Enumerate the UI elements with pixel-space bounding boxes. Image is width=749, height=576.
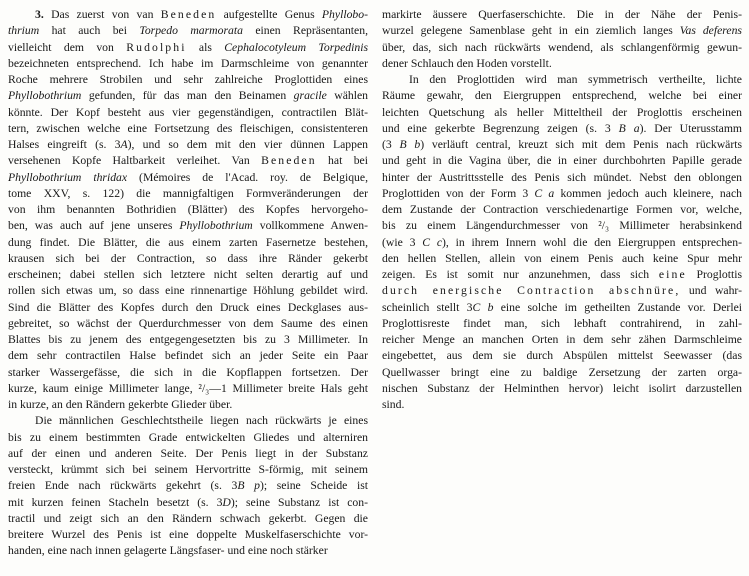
text-line xyxy=(382,72,742,88)
text-run: dem Zustande der Contraction verschiedenartige Formen vor, welche, xyxy=(382,203,742,216)
italic-text-run: D xyxy=(222,495,231,509)
text-run: den hellen Stellen, allein von einem Penis auch keine Spur mehr xyxy=(382,251,742,265)
text-line xyxy=(382,186,742,202)
text-run: ). Der Uterusstamm xyxy=(639,121,742,135)
text-line xyxy=(8,56,368,72)
text-line xyxy=(8,446,368,462)
text-run: starker Wassergefässe, die sich in die Kopflappen fortsetzen. Der xyxy=(8,365,368,379)
text-line xyxy=(8,397,368,413)
italic-text-run: Phyllobo- xyxy=(321,8,368,21)
text-run: eingebettet, aus dem sie durch Abspülen mittelst Seewasser (das xyxy=(382,349,742,363)
text-line xyxy=(382,56,742,72)
text-line xyxy=(8,105,368,121)
text-line xyxy=(382,153,742,169)
text-line xyxy=(8,137,368,153)
italic-text-run: Phyllobothrium thridax xyxy=(8,170,128,184)
text-run: nischen Substanz der Helminthen hervor) leicht isolirt darzustellen xyxy=(382,381,742,395)
text-line xyxy=(8,381,368,397)
text-line xyxy=(8,267,368,283)
text-run: in kurze, an den Rändern gekerbte Glieder über. xyxy=(8,398,233,411)
text-run: Halses eingreift (s. 3 xyxy=(8,138,121,151)
text-line xyxy=(382,7,742,23)
italic-text-run: C b xyxy=(472,300,494,314)
italic-text-run: B a xyxy=(618,121,640,135)
text-run: bezeichneten entsprechend. Ich habe im Darmschleime von genannter xyxy=(8,56,368,70)
text-run: tern, zwischen welche eine Fortsetzung des fleischigen, consistenteren xyxy=(8,121,368,135)
italic-text-run: thrium xyxy=(8,24,40,38)
text-run: Proglottiden von der Form 3 xyxy=(382,186,535,200)
text-line xyxy=(8,170,368,186)
text-run: wurzel gelegene Samenblase geht in ein ziemlich langes xyxy=(382,24,680,38)
text-line xyxy=(382,235,742,251)
text-run: tractil und zeigt sich an den Rändern schwach gekerbt. Gegen die xyxy=(8,511,368,525)
text-run: Blattes bis zu jenem des entgegengesetzten bis zu 3 Millimeter. In xyxy=(8,333,368,346)
text-line xyxy=(382,23,742,39)
text-run: von ihm benannten Bothridien (Blätter) des Kopfes hervorgeho- xyxy=(8,203,368,216)
text-run: bis zu einem Längendurchmesser von ²/₃ Millimeter herabsinkend xyxy=(382,219,742,233)
letterspaced-text-run: Beneden xyxy=(160,8,217,21)
text-run: erscheinen; dabei stellen sich letztere nicht selten derartig auf und xyxy=(8,268,368,281)
italic-text-run: gracile xyxy=(293,89,327,103)
text-run: Das zuerst von van xyxy=(51,8,161,21)
text-run: Quellwasser bringt eine zu baldige Zersetzung der zarten orga- xyxy=(382,365,742,379)
text-line xyxy=(8,495,368,511)
text-run: rollen sich etwas um, so dass eine rinnenartige Höhlung gebildet wird. xyxy=(8,284,368,298)
text-line xyxy=(8,202,368,218)
text-line xyxy=(8,186,368,202)
text-line xyxy=(8,121,368,137)
letterspaced-text-run: durch energische Contraction abschnüre, xyxy=(382,284,681,298)
text-run: bis zu einem bestimmten Grade entwickelten Gliedes und alterniren xyxy=(8,430,368,444)
text-line xyxy=(382,121,742,137)
text-line xyxy=(8,88,368,104)
italic-text-run: A xyxy=(120,138,128,151)
text-run: vollkommene Anwen- xyxy=(252,219,368,233)
text-run: über, das, sich nach rückwärts wendend, als schlangenförmig gewun- xyxy=(382,40,742,54)
text-line xyxy=(382,283,742,299)
text-run: ) verläuft central, kreuzt sich mit dem Penis nach rückwärts xyxy=(420,138,742,151)
text-column-left xyxy=(8,7,368,576)
text-line xyxy=(382,170,742,186)
text-line xyxy=(8,153,368,169)
text-run: scheinlich stellt 3 xyxy=(382,300,473,314)
text-run: ); seine Substanz ist con- xyxy=(230,495,368,509)
letterspaced-text-run: Rudolphi xyxy=(126,40,187,54)
italic-text-run: B b xyxy=(399,138,421,151)
text-line xyxy=(8,543,368,559)
text-run: Sind die Blätter des Kopfes durch den Druck eines Deckglases aus- xyxy=(8,300,368,314)
text-line xyxy=(8,235,368,251)
text-column-right xyxy=(382,7,742,576)
text-line xyxy=(382,40,742,56)
text-run: breitere Wurzel des Penis ist eine doppelte Muskelfaserschichte vor- xyxy=(8,528,368,541)
text-run: gefunden, für das man den Beinamen xyxy=(81,89,294,103)
text-line xyxy=(382,202,742,218)
text-run: einen Repräsentanten, xyxy=(242,24,368,38)
text-run: vielleicht dem von xyxy=(8,40,127,54)
text-run: dener Schlauch den Hoden vorstellt. xyxy=(382,56,552,70)
text-run: tome XXV, s. 122) die mannigfaltigen Formveränderungen der xyxy=(8,186,368,200)
text-line xyxy=(8,348,368,364)
text-line xyxy=(382,348,742,364)
text-run: und wahr- xyxy=(680,284,742,298)
italic-text-run: Vas deferens xyxy=(679,24,742,38)
text-run: In den Proglottiden wird man symmetrisch vertheilte, lichte xyxy=(409,73,742,86)
text-line xyxy=(382,365,742,381)
text-line xyxy=(8,40,368,56)
text-line xyxy=(382,316,742,332)
text-run: ), und so dem mit den vier dünnen Lappen xyxy=(127,138,368,151)
text-line xyxy=(382,381,742,397)
text-run: krausen sich bei der Contraction, so dass ihre Ränder gekerbt xyxy=(8,251,368,265)
text-run: gebreitet, so wächst der Querdurchmesser von dem Saume des einen xyxy=(8,316,368,330)
text-run: könnte. Der Kopf besteht aus vier gegenständigen, contractilen Blät- xyxy=(8,105,368,119)
text-run: ); seine Scheide ist xyxy=(259,479,368,493)
text-run: und eine gekerbte Begrenzung zeigen (s. 3 xyxy=(382,121,619,135)
text-line xyxy=(8,332,368,348)
text-line xyxy=(382,218,742,234)
text-run: hat auch bei xyxy=(39,24,140,38)
text-run: Räume gewahr, den Eiergruppen entsprechend, welche bei einer xyxy=(382,89,742,103)
text-run: Die männlichen Geschlechtstheile liegen nach rückwärts je eines xyxy=(35,414,368,428)
text-run: (3 xyxy=(382,138,400,151)
text-run: leichten Quetschung als heller Mitteltheil der Proglottis erscheinen xyxy=(382,105,742,119)
text-line xyxy=(8,7,368,23)
text-run: kommen jedoch auch kleinere, nach xyxy=(554,186,742,200)
text-run: freien Ende nach rückwärts gekehrt (s. 3 xyxy=(8,479,238,493)
text-line xyxy=(382,397,742,413)
text-line xyxy=(8,72,368,88)
text-run: Proglottisreste findet man, sich lebhaft contrahirend, in zahl- xyxy=(382,316,742,330)
text-run: dem sehr contractilen Halse befindet sich an jeder Seite ein Paar xyxy=(8,349,368,363)
text-line xyxy=(8,23,368,39)
text-run: markirte äussere Querfaserschichte. Die in der Nähe der Penis- xyxy=(382,8,742,21)
text-run: versteckt, krümmt sich bei seinem Hervortritte S-förmig, mit seinem xyxy=(8,463,368,476)
italic-text-run: C a xyxy=(534,186,555,200)
text-run: auf der einen und anderen Seite. Der Penis liegt in der Substanz xyxy=(8,446,368,460)
text-run: und geht in die Vagina über, die in einer durchbohrten Papille gerade xyxy=(382,154,742,168)
italic-text-run: Phyllobothrium xyxy=(8,89,82,103)
text-line xyxy=(8,430,368,446)
text-line xyxy=(382,332,742,348)
text-run: handen, eine nach innen gelagerte Längsfaser- und eine noch stärker xyxy=(8,544,328,558)
text-line xyxy=(8,218,368,234)
text-run: (Mémoires de l'Acad. roy. de Belgique, xyxy=(127,170,368,184)
text-line xyxy=(8,365,368,381)
text-run: reicher Menge an manchen Orten in dem sehr zähen Darmschleime xyxy=(382,333,742,346)
text-run: wählen xyxy=(326,89,368,103)
text-run: mit kurzen feinen Stacheln besetzt (s. 3 xyxy=(8,495,223,509)
italic-text-run: Torpedo marmorata xyxy=(139,24,243,38)
italic-text-run: Phyllobothrium xyxy=(179,219,253,233)
text-line xyxy=(8,251,368,267)
text-run: ), in ihrem Innern wohl die den Eiergruppen entsprechen- xyxy=(442,235,742,249)
text-run: ben, was auch auf jene unseres xyxy=(8,219,180,233)
text-run: als xyxy=(186,40,225,54)
text-run: eine solche im getheilten Zustande vor. Derlei xyxy=(493,300,742,314)
text-run: kurze, kaum einige Millimeter lange, ²/₃—1 Millimeter breite Hals geht xyxy=(8,381,368,395)
text-run: aufgestellte Genus xyxy=(216,8,322,21)
letterspaced-text-run: eine xyxy=(658,268,687,281)
text-line xyxy=(8,527,368,543)
text-line xyxy=(382,105,742,121)
text-run: zeigen. Es ist somit nur anzunehmen, dass sich xyxy=(382,268,659,281)
italic-text-run: C c xyxy=(422,235,443,249)
text-line xyxy=(382,300,742,316)
text-line xyxy=(8,462,368,478)
text-line xyxy=(382,267,742,283)
text-run: Roche mehrere Strobilen und sehr zahlreiche Proglottiden eines xyxy=(8,73,368,86)
text-line xyxy=(382,137,742,153)
text-run: hat bei xyxy=(316,154,368,168)
text-run: Proglottis xyxy=(686,268,742,281)
letterspaced-text-run: Beneden xyxy=(261,154,317,168)
text-run: sind. xyxy=(382,398,405,411)
text-run: hinter der Austrittsstelle des Penis sich mündet. Nebst den oblongen xyxy=(382,170,742,184)
text-line xyxy=(8,283,368,299)
text-line xyxy=(8,478,368,494)
bold-text-run: 3. xyxy=(35,8,52,21)
text-run: dung findet. Die Blätter, die aus einem zarten Fasernetze bestehen, xyxy=(8,235,368,249)
italic-text-run: B p xyxy=(237,479,260,493)
text-run: (wie 3 xyxy=(382,235,423,249)
text-line xyxy=(8,413,368,429)
text-line xyxy=(8,316,368,332)
text-line xyxy=(8,511,368,527)
text-line xyxy=(382,251,742,267)
text-run: versehenen Kopfe Haltbarkeit verleihet. Van xyxy=(8,154,262,168)
text-line xyxy=(8,300,368,316)
italic-text-run: Cephalocotyleum Torpedinis xyxy=(224,40,368,54)
text-line xyxy=(382,88,742,104)
